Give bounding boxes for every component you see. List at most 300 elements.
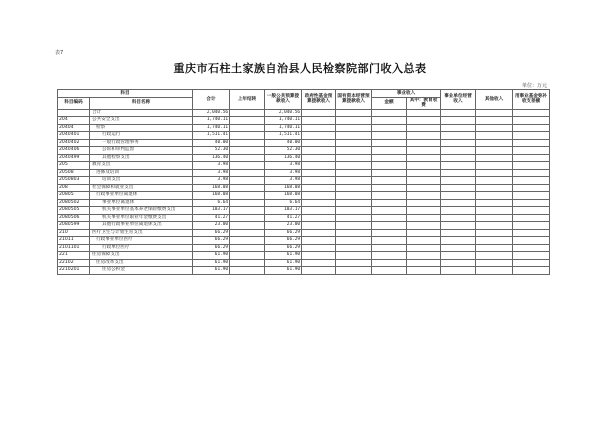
cell-empty — [441, 244, 476, 252]
cell-empty — [372, 177, 407, 185]
cell-empty — [407, 207, 441, 215]
cell-empty — [513, 177, 550, 185]
cell-empty — [407, 169, 441, 177]
cell-name: 培训支出 — [90, 177, 193, 185]
header-other-income: 其他收入 — [476, 90, 513, 110]
cell-empty — [302, 117, 336, 125]
cell-code: 2040401 — [58, 132, 90, 140]
cell-empty — [302, 252, 336, 260]
cell-empty — [302, 109, 336, 117]
cell-empty — [336, 139, 372, 147]
cell-empty — [476, 222, 513, 230]
table-row — [58, 214, 550, 222]
cell-empty — [407, 199, 441, 207]
cell-empty — [302, 139, 336, 147]
cell-empty — [302, 199, 336, 207]
cell-code: 204 — [58, 117, 90, 125]
cell-total: 3.98 — [193, 169, 230, 177]
cell-empty — [441, 154, 476, 162]
cell-general: 66.29 — [265, 229, 302, 237]
cell-total: 61.90 — [193, 259, 230, 267]
cell-empty — [407, 132, 441, 140]
cell-empty — [372, 147, 407, 155]
table-row — [58, 267, 550, 275]
cell-code: 2040499 — [58, 154, 90, 162]
cell-name: 行政事业单位医疗 — [90, 237, 193, 245]
cell-empty — [336, 222, 372, 230]
cell-empty — [513, 252, 550, 260]
cell-code: 2080505 — [58, 207, 90, 215]
cell-empty — [476, 154, 513, 162]
cell-total: 23.00 — [193, 222, 230, 230]
cell-empty — [513, 267, 550, 275]
header-subject: 科目 — [58, 90, 193, 98]
cell-carryover — [230, 117, 265, 125]
cell-name: 合计 — [90, 109, 193, 117]
cell-general: 3.98 — [265, 162, 302, 170]
cell-empty — [441, 252, 476, 260]
cell-carryover — [230, 154, 265, 162]
cell-empty — [407, 252, 441, 260]
header-operating-income: 事业单位经营收入 — [441, 90, 476, 110]
cell-empty — [407, 117, 441, 125]
cell-code: 205 — [58, 162, 90, 170]
cell-empty — [302, 147, 336, 155]
cell-name: 检察 — [90, 124, 193, 132]
table-body — [58, 109, 550, 274]
cell-empty — [336, 199, 372, 207]
cell-empty — [407, 177, 441, 185]
table-row — [58, 109, 550, 117]
cell-empty — [407, 184, 441, 192]
cell-name: 公共安全支出 — [90, 117, 193, 125]
cell-code: 2080506 — [58, 214, 90, 222]
cell-empty — [476, 184, 513, 192]
cell-empty — [336, 154, 372, 162]
cell-carryover — [230, 109, 265, 117]
table-row — [58, 177, 550, 185]
cell-code — [58, 109, 90, 117]
cell-general: 168.08 — [265, 192, 302, 200]
cell-empty — [476, 192, 513, 200]
cell-empty — [441, 237, 476, 245]
cell-code: 221 — [58, 252, 90, 260]
cell-empty — [407, 259, 441, 267]
cell-carryover — [230, 132, 265, 140]
cell-empty — [336, 207, 372, 215]
cell-empty — [476, 124, 513, 132]
cell-empty — [513, 214, 550, 222]
cell-name: 公诉和审判监督 — [90, 147, 193, 155]
cell-empty — [372, 229, 407, 237]
header-business-income: 事业收入 — [372, 90, 441, 98]
cell-empty — [372, 252, 407, 260]
cell-empty — [441, 109, 476, 117]
cell-empty — [302, 229, 336, 237]
cell-total: 1,511.41 — [193, 132, 230, 140]
cell-empty — [372, 214, 407, 222]
cell-empty — [441, 117, 476, 125]
cell-name: 行政事业单位离退休 — [90, 192, 193, 200]
cell-empty — [441, 267, 476, 275]
table-row — [58, 162, 550, 170]
table-row — [58, 184, 550, 192]
header-name: 科目名称 — [90, 97, 193, 109]
cell-code: 21011 — [58, 237, 90, 245]
cell-empty — [513, 124, 550, 132]
cell-name: 机关事业单位基本养老保险缴费支出 — [90, 207, 193, 215]
cell-total: 3.98 — [193, 162, 230, 170]
cell-empty — [441, 199, 476, 207]
table-row — [58, 244, 550, 252]
cell-total: 40.00 — [193, 139, 230, 147]
cell-empty — [513, 109, 550, 117]
cell-name: 住房保障支出 — [90, 252, 193, 260]
cell-empty — [513, 169, 550, 177]
cell-empty — [407, 192, 441, 200]
cell-carryover — [230, 124, 265, 132]
cell-empty — [476, 177, 513, 185]
cell-empty — [513, 154, 550, 162]
page-number: 表7 — [55, 50, 64, 56]
cell-empty — [336, 259, 372, 267]
cell-empty — [302, 162, 336, 170]
cell-empty — [441, 124, 476, 132]
cell-general: 168.08 — [265, 184, 302, 192]
cell-general: 61.90 — [265, 259, 302, 267]
cell-empty — [407, 267, 441, 275]
cell-empty — [336, 132, 372, 140]
cell-code: 2080502 — [58, 199, 90, 207]
cell-empty — [513, 184, 550, 192]
cell-empty — [407, 237, 441, 245]
cell-code: 2050803 — [58, 177, 90, 185]
cell-code: 22102 — [58, 259, 90, 267]
cell-empty — [372, 267, 407, 275]
cell-general: 66.29 — [265, 237, 302, 245]
cell-total: 1,740.11 — [193, 124, 230, 132]
header-general-budget: 一般公共预算拨款收入 — [265, 90, 302, 110]
cell-empty — [476, 259, 513, 267]
cell-name: 机关事业单位职业年金缴费支出 — [90, 214, 193, 222]
cell-empty — [372, 132, 407, 140]
header-fund-transfer: 用事业基金弥补收支差额 — [513, 90, 550, 110]
table-row — [58, 117, 550, 125]
cell-empty — [513, 207, 550, 215]
table-row — [58, 124, 550, 132]
cell-empty — [372, 237, 407, 245]
cell-empty — [476, 267, 513, 275]
table-row — [58, 192, 550, 200]
cell-empty — [336, 109, 372, 117]
cell-total: 61.90 — [193, 252, 230, 260]
table-row — [58, 237, 550, 245]
cell-empty — [476, 147, 513, 155]
cell-carryover — [230, 184, 265, 192]
cell-empty — [407, 154, 441, 162]
income-table — [57, 89, 550, 275]
cell-empty — [302, 259, 336, 267]
cell-total: 168.08 — [193, 184, 230, 192]
cell-empty — [407, 147, 441, 155]
cell-empty — [336, 184, 372, 192]
table-row — [58, 169, 550, 177]
cell-empty — [407, 214, 441, 222]
table-row — [58, 154, 550, 162]
cell-empty — [336, 169, 372, 177]
cell-carryover — [230, 244, 265, 252]
cell-empty — [513, 192, 550, 200]
cell-name: 住房公积金 — [90, 267, 193, 275]
cell-name: 事业单位离退休 — [90, 199, 193, 207]
cell-carryover — [230, 267, 265, 275]
cell-general: 6.64 — [265, 199, 302, 207]
table-row — [58, 147, 550, 155]
cell-empty — [336, 192, 372, 200]
cell-name: 行政单位医疗 — [90, 244, 193, 252]
cell-total: 136.40 — [193, 154, 230, 162]
cell-name: 其他行政事业单位离退休支出 — [90, 222, 193, 230]
header-gov-fund: 政府性基金预算拨款收入 — [302, 90, 336, 110]
cell-empty — [476, 237, 513, 245]
cell-empty — [476, 132, 513, 140]
cell-empty — [476, 169, 513, 177]
cell-empty — [302, 237, 336, 245]
cell-name: 一般行政管理事务 — [90, 139, 193, 147]
cell-empty — [513, 199, 550, 207]
cell-empty — [302, 192, 336, 200]
cell-empty — [302, 267, 336, 275]
cell-empty — [336, 244, 372, 252]
table-row — [58, 132, 550, 140]
cell-total: 66.29 — [193, 229, 230, 237]
cell-empty — [302, 177, 336, 185]
cell-code: 20805 — [58, 192, 90, 200]
header-amount: 金额 — [372, 97, 407, 109]
cell-empty — [441, 132, 476, 140]
cell-carryover — [230, 259, 265, 267]
cell-general: 66.29 — [265, 244, 302, 252]
cell-total: 2,040.56 — [193, 109, 230, 117]
cell-empty — [336, 267, 372, 275]
cell-general: 41.27 — [265, 214, 302, 222]
cell-empty — [372, 184, 407, 192]
cell-total: 66.29 — [193, 244, 230, 252]
cell-empty — [336, 252, 372, 260]
cell-empty — [513, 259, 550, 267]
cell-empty — [372, 124, 407, 132]
cell-empty — [302, 207, 336, 215]
cell-empty — [476, 244, 513, 252]
cell-empty — [336, 214, 372, 222]
cell-empty — [476, 252, 513, 260]
cell-empty — [441, 184, 476, 192]
cell-total: 168.08 — [193, 192, 230, 200]
cell-empty — [513, 139, 550, 147]
cell-carryover — [230, 147, 265, 155]
cell-empty — [302, 214, 336, 222]
unit-label: 单位：万元 — [521, 83, 547, 89]
table-row — [58, 222, 550, 230]
cell-code: 2080599 — [58, 222, 90, 230]
cell-carryover — [230, 177, 265, 185]
cell-empty — [441, 169, 476, 177]
cell-name: 教育支出 — [90, 162, 193, 170]
table-row — [58, 259, 550, 267]
cell-empty — [407, 222, 441, 230]
cell-empty — [372, 109, 407, 117]
cell-general: 61.90 — [265, 267, 302, 275]
cell-general: 52.30 — [265, 147, 302, 155]
cell-empty — [476, 162, 513, 170]
cell-empty — [372, 154, 407, 162]
cell-name: 行政运行 — [90, 132, 193, 140]
header-edu-fee: 其中：教育收费 — [407, 97, 441, 109]
cell-total: 52.30 — [193, 147, 230, 155]
cell-empty — [302, 222, 336, 230]
cell-code: 20508 — [58, 169, 90, 177]
cell-empty — [302, 124, 336, 132]
cell-empty — [513, 222, 550, 230]
cell-empty — [336, 162, 372, 170]
cell-empty — [513, 162, 550, 170]
cell-empty — [302, 154, 336, 162]
cell-general: 40.00 — [265, 139, 302, 147]
cell-empty — [476, 229, 513, 237]
cell-empty — [302, 244, 336, 252]
cell-code: 20404 — [58, 124, 90, 132]
cell-general: 1,740.11 — [265, 124, 302, 132]
cell-empty — [372, 117, 407, 125]
cell-carryover — [230, 139, 265, 147]
cell-empty — [441, 147, 476, 155]
cell-empty — [441, 177, 476, 185]
cell-total: 6.64 — [193, 199, 230, 207]
table-row — [58, 229, 550, 237]
cell-empty — [372, 192, 407, 200]
cell-carryover — [230, 199, 265, 207]
cell-empty — [407, 229, 441, 237]
cell-general: 1,511.41 — [265, 132, 302, 140]
cell-carryover — [230, 192, 265, 200]
cell-empty — [513, 244, 550, 252]
header-carryover: 上年结转 — [230, 90, 265, 110]
cell-empty — [441, 214, 476, 222]
cell-code: 208 — [58, 184, 90, 192]
table-row — [58, 252, 550, 260]
cell-carryover — [230, 169, 265, 177]
cell-empty — [441, 162, 476, 170]
table-row — [58, 207, 550, 215]
cell-empty — [336, 229, 372, 237]
cell-general: 2,040.56 — [265, 109, 302, 117]
cell-empty — [476, 117, 513, 125]
cell-empty — [372, 169, 407, 177]
cell-carryover — [230, 229, 265, 237]
cell-empty — [441, 207, 476, 215]
cell-name: 医疗卫生与计划生育支出 — [90, 229, 193, 237]
cell-empty — [336, 117, 372, 125]
header-total: 合计 — [193, 90, 230, 110]
cell-empty — [302, 132, 336, 140]
cell-empty — [441, 192, 476, 200]
cell-carryover — [230, 252, 265, 260]
cell-empty — [476, 199, 513, 207]
cell-empty — [372, 222, 407, 230]
cell-empty — [336, 124, 372, 132]
cell-empty — [441, 222, 476, 230]
cell-empty — [513, 237, 550, 245]
cell-empty — [441, 259, 476, 267]
cell-code: 2040406 — [58, 147, 90, 155]
cell-empty — [302, 184, 336, 192]
cell-carryover — [230, 222, 265, 230]
cell-total: 1,740.11 — [193, 117, 230, 125]
cell-empty — [407, 109, 441, 117]
cell-total: 41.27 — [193, 214, 230, 222]
cell-name: 其他检察支出 — [90, 154, 193, 162]
cell-empty — [407, 244, 441, 252]
cell-empty — [302, 169, 336, 177]
cell-code: 2210201 — [58, 267, 90, 275]
header-state-capital: 国有资本经营预算拨款收入 — [336, 90, 372, 110]
cell-total: 3.98 — [193, 177, 230, 185]
cell-empty — [441, 229, 476, 237]
table-row — [58, 199, 550, 207]
cell-empty — [513, 147, 550, 155]
cell-code: 2040402 — [58, 139, 90, 147]
cell-carryover — [230, 237, 265, 245]
cell-empty — [513, 117, 550, 125]
cell-name: 社会保障和就业支出 — [90, 184, 193, 192]
cell-empty — [441, 139, 476, 147]
cell-code: 210 — [58, 229, 90, 237]
cell-total: 66.29 — [193, 237, 230, 245]
table-row — [58, 139, 550, 147]
cell-empty — [372, 199, 407, 207]
cell-empty — [372, 207, 407, 215]
cell-empty — [513, 132, 550, 140]
cell-empty — [407, 139, 441, 147]
cell-empty — [372, 162, 407, 170]
cell-general: 103.17 — [265, 207, 302, 215]
cell-empty — [476, 207, 513, 215]
cell-empty — [372, 244, 407, 252]
header-code: 科目编码 — [58, 97, 90, 109]
cell-empty — [476, 109, 513, 117]
cell-code: 2101101 — [58, 244, 90, 252]
cell-empty — [476, 214, 513, 222]
cell-total: 61.90 — [193, 267, 230, 275]
cell-general: 23.00 — [265, 222, 302, 230]
cell-general: 3.98 — [265, 169, 302, 177]
cell-total: 103.17 — [193, 207, 230, 215]
cell-empty — [336, 237, 372, 245]
cell-name: 进修及培训 — [90, 169, 193, 177]
cell-general: 61.90 — [265, 252, 302, 260]
cell-carryover — [230, 214, 265, 222]
cell-general: 136.40 — [265, 154, 302, 162]
cell-carryover — [230, 207, 265, 215]
cell-empty — [336, 177, 372, 185]
cell-name: 住房改革支出 — [90, 259, 193, 267]
cell-empty — [336, 147, 372, 155]
cell-empty — [407, 124, 441, 132]
cell-empty — [372, 139, 407, 147]
cell-general: 3.98 — [265, 177, 302, 185]
cell-empty — [513, 229, 550, 237]
page-title: 重庆市石柱土家族自治县人民检察院部门收入总表 — [173, 62, 427, 75]
